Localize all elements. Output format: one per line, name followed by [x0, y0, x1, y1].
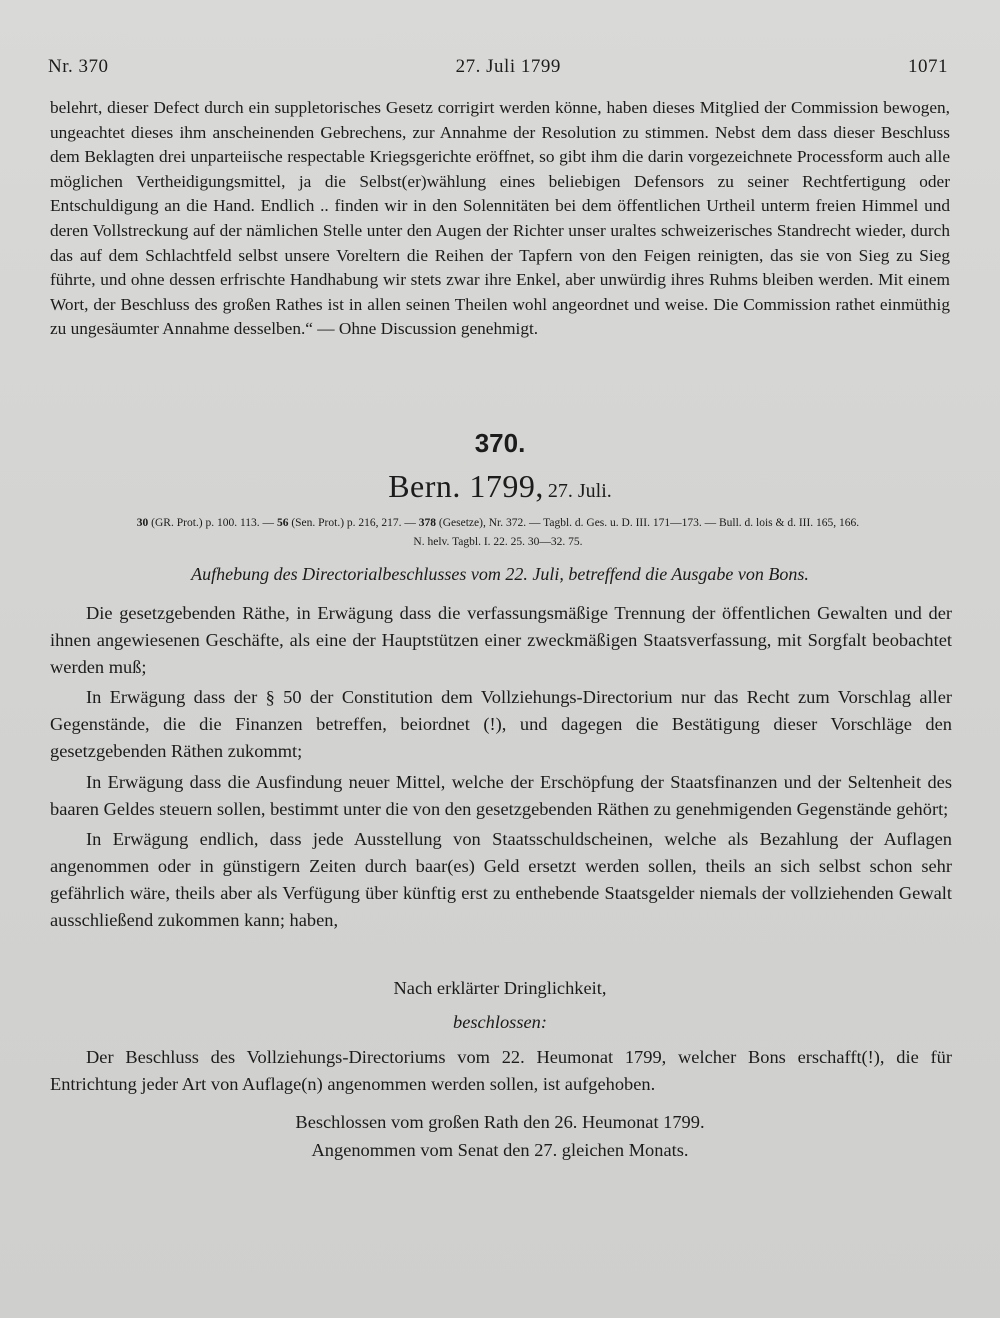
paragraph-3: In Erwägung dass die Ausfindung neuer Mittel, welche der Erschöpfung der Staatsfinanzen und der Seltenheit des baaren Geldes steuern sollen, bestimmt unter die von den gesetzgebenden Räthen zu genehmigenden Gegenstände gehört;	[50, 771, 952, 819]
ref-1-text: (GR. Prot.) p. 100. 113. —	[148, 517, 277, 529]
decision-paragraph: Der Beschluss des Vollziehungs-Directoriums vom 22. Heumonat 1799, welcher Bons erschafft(!), die für Entrichtung jeder Art von Auflage(n) angenommen werden sollen, ist aufgehoben.	[50, 1047, 952, 1094]
header-date: 27. Juli 1799	[455, 56, 561, 77]
senate-signature-line: Angenommen vom Senat den 27. gleichen Monats.	[311, 1140, 689, 1160]
decree-subtitle: Aufhebung des Directorialbeschlusses vom 22. Juli, betreffend die Ausgabe von Bons.	[191, 564, 809, 584]
references-line-2: N. helv. Tagbl. I. 22. 25. 30—32. 75.	[413, 536, 583, 548]
paragraph-4: In Erwägung endlich, dass jede Ausstellung von Staatsschuldscheinen, welche als Bezahlung der Auflagen angenommen oder in günstigern Zeiten durch baar(es) Geld ersetzt werden sollen, theils an sich selbst schon sehr gefährlich wäre, theils aber als Verfügung über künftig erst zu enthebende Staatsgelder niemals der vollziehenden Gewalt ausschließend zukommen kann; haben,	[50, 829, 952, 930]
running-header	[48, 56, 948, 78]
ref-2-number: 56	[276, 517, 289, 529]
header-number: Nr. 370	[48, 56, 109, 77]
ref-3-number: 378	[418, 517, 437, 529]
section-number: 370.	[474, 428, 526, 458]
paragraph-2: In Erwägung dass der § 50 der Constitution dem Vollziehungs-Directorium nur das Recht zum Vorschlag aller Gegenstände, die die Finanzen betreffen, beiordnet (!), und dagegen die Bestätigung dieser Vorschläge den gesetzgebenden Räthen zukommt;	[50, 687, 952, 761]
decree-body	[50, 600, 952, 938]
resolved-line: beschlossen:	[453, 1012, 547, 1032]
continued-text-block	[50, 96, 950, 342]
continued-paragraph: belehrt, dieser Defect durch ein suppletorisches Gesetz corrigirt werden könne, haben dieses Mitglied der Commission bewogen, ungeachtet dieses ihm anscheinenden Gebrechens, zur Annahme der Resolution zu stimmen. Nebst dem dass dieser Beschluss dem Beklagten drei unparteiische respectable Kriegsgerichte eröffnet, so gibt ihm die darin vorgezeichnete Processform auch alle möglichen Vertheidigungsmittel, ja die Selbst(er)wählung eines beliebigen Defensors zu seiner Rechtfertigung oder Entschuldigung an die Hand. Endlich .. finden wir in den Solennitäten bei dem öffentlichen Urtheil unterm freien Himmel und deren Vollstreckung auf der nämlichen Stelle unter den Augen der Richter unser uraltes schweizerisches Standrecht wieder, durch das auf dem Schlachtfeld selbst unsere Voreltern die Reihen der Tapfern von den Feigen reinigten, das sie von Sieg zu Sieg führte, und ohne dessen erfrischte Handhabung wir stets zwar ihre Enkel, aber unwürdig ihres Ruhms bleiben werden. Mit einem Wort, der Beschluss des großen Rathes ist in allen seinen Theilen wohl angeordnet und weise. Die Commission rathet einmüthig zu ungesäumter Annahme desselben.“ — Ohne Discussion genehmigt.	[50, 98, 950, 339]
urgency-line: Nach erklärter Dringlichkeit,	[393, 978, 607, 998]
decision-block	[50, 1044, 952, 1098]
ref-2-text: (Sen. Prot.) p. 216, 217. —	[288, 517, 419, 529]
section-date: 27. Juli.	[547, 480, 612, 502]
ref-1-number: 30	[136, 517, 149, 529]
section-heading	[0, 468, 1000, 505]
section-place-year: Bern. 1799,	[388, 468, 544, 504]
paragraph-1: Die gesetzgebenden Räthe, in Erwägung dass die verfassungsmäßige Trennung der öffentlichen Gewalten und der ihnen angewiesenen Geschäfte, als eine der Hauptstützen einer zweckmäßigen Staatsverfassung, mit Sorgfalt beobachtet werden muß;	[50, 603, 952, 677]
council-signature-line: Beschlossen vom großen Rath den 26. Heumonat 1799.	[295, 1112, 705, 1132]
references-line-1	[48, 514, 948, 533]
header-page-number: 1071	[907, 56, 948, 77]
source-references	[48, 514, 948, 552]
ref-3-text: (Gesetze), Nr. 372. — Tagbl. d. Ges. u. D. III. 171—173. — Bull. d. lois & d. III. 165, 166.	[436, 517, 860, 529]
